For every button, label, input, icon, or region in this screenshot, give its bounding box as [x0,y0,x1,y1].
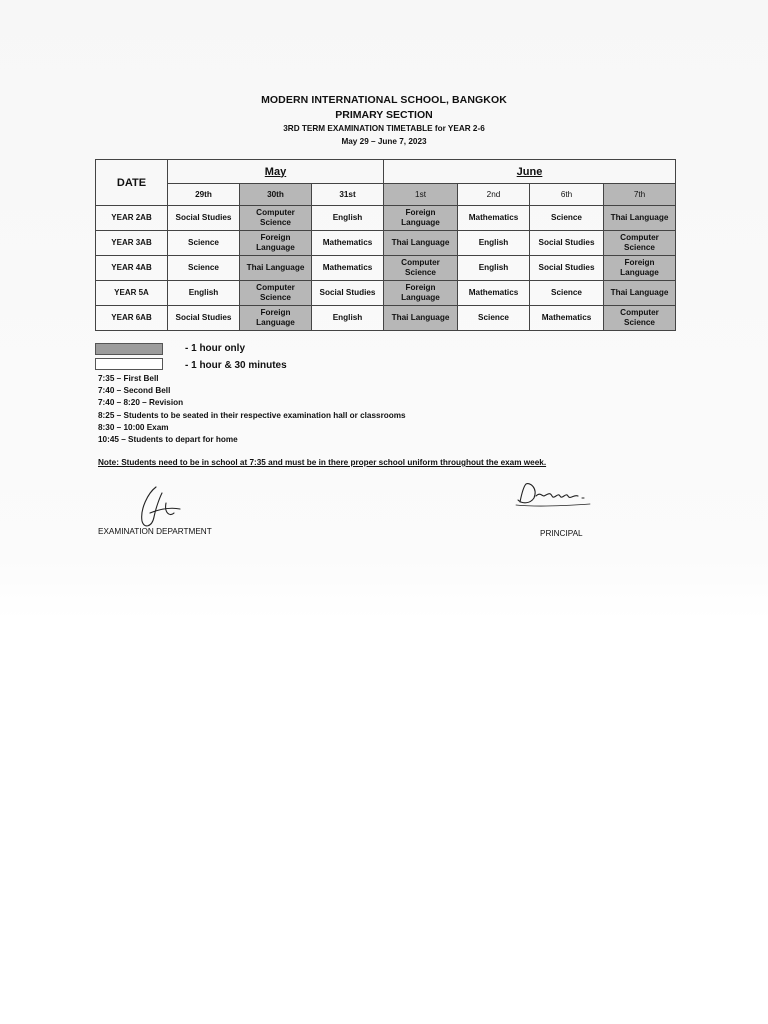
schedule-item: 10:45 – Students to depart for home [98,435,238,445]
subject-cell: Mathematics [458,206,530,231]
legend-unshaded-text: - 1 hour & 30 minutes [185,360,287,371]
subject-cell: Mathematics [530,306,604,331]
subject-cell: Computer Science [240,281,312,306]
table-row [96,281,676,306]
table-row [96,231,676,256]
day-header: 30th [240,184,312,206]
month-label: June [516,165,543,178]
year-cell: YEAR 2AB [96,206,168,231]
subject-cell: Social Studies [312,281,384,306]
exam-department-signature [126,483,186,533]
schedule-item: 8:25 – Students to be seated in their respective examination hall or classrooms [98,410,406,420]
subject-cell: Thai Language [240,256,312,281]
subject-cell: Computer Science [384,256,458,281]
subject-cell: Thai Language [384,231,458,256]
month-row [96,160,676,184]
subject-cell: Social Studies [530,231,604,256]
legend-unshaded-swatch [95,358,163,370]
subject-cell: Thai Language [604,281,676,306]
subject-cell: Mathematics [312,256,384,281]
subject-cell: Computer Science [604,306,676,331]
subject-cell: English [168,281,240,306]
exam-dates: May 29 – June 7, 2023 [341,137,427,146]
subject-cell: Social Studies [168,206,240,231]
subject-cell: Foreign Language [240,306,312,331]
timetable-title-for: for YEAR 2-6 [434,124,485,133]
month-header [168,160,384,184]
timetable-body [96,160,676,331]
subject-cell: English [312,306,384,331]
date-header: DATE [96,160,168,206]
month-label: May [264,165,287,178]
legend-shaded-swatch [95,343,163,355]
timetable-title [0,124,768,133]
subject-cell: Thai Language [384,306,458,331]
subject-cell: English [312,206,384,231]
subject-cell: English [458,256,530,281]
subject-cell: Computer Science [240,206,312,231]
subject-cell: Foreign Language [384,281,458,306]
year-cell: YEAR 3AB [96,231,168,256]
day-row [96,184,676,206]
section-name: PRIMARY SECTION [335,109,433,121]
schedule-item: 7:40 – Second Bell [98,386,171,396]
subject-cell: Science [168,256,240,281]
day-header: 7th [604,184,676,206]
month-header [384,160,676,184]
schedule-item: 7:35 – First Bell [98,374,159,383]
year-cell: YEAR 5A [96,281,168,306]
day-header: 1st [384,184,458,206]
subject-cell: Science [168,231,240,256]
exam-department-label: EXAMINATION DEPARTMENT [98,527,212,536]
subject-cell: Mathematics [312,231,384,256]
uniform-note: Note: Students need to be in school at 7:35 and must be in there proper school uniform throughout the exam week. [98,458,547,467]
school-name: MODERN INTERNATIONAL SCHOOL, BANGKOK [261,94,507,106]
subject-cell: Foreign Language [240,231,312,256]
subject-cell: Science [530,281,604,306]
subject-cell: Foreign Language [604,256,676,281]
table-row [96,206,676,231]
subject-cell: Thai Language [604,206,676,231]
principal-signature [512,478,596,510]
principal-label: PRINCIPAL [540,529,583,538]
subject-cell: Science [530,206,604,231]
subject-cell: Mathematics [458,281,530,306]
table-row [96,306,676,331]
table-row [96,256,676,281]
year-cell: YEAR 4AB [96,256,168,281]
year-cell: YEAR 6AB [96,306,168,331]
schedule-item: 7:40 – 8:20 – Revision [98,398,184,408]
day-header: 29th [168,184,240,206]
exam-timetable [95,159,676,331]
legend-shaded-text: - 1 hour only [185,343,245,354]
subject-cell: Social Studies [530,256,604,281]
subject-cell: English [458,231,530,256]
subject-cell: Computer Science [604,231,676,256]
timetable-title-main: 3RD TERM EXAMINATION TIMETABLE [283,124,433,133]
day-header: 6th [530,184,604,206]
schedule-item: 8:30 – 10:00 Exam [98,422,169,432]
day-header: 31st [312,184,384,206]
subject-cell: Social Studies [168,306,240,331]
day-header: 2nd [458,184,530,206]
subject-cell: Foreign Language [384,206,458,231]
daily-schedule [98,373,406,446]
subject-cell: Science [458,306,530,331]
